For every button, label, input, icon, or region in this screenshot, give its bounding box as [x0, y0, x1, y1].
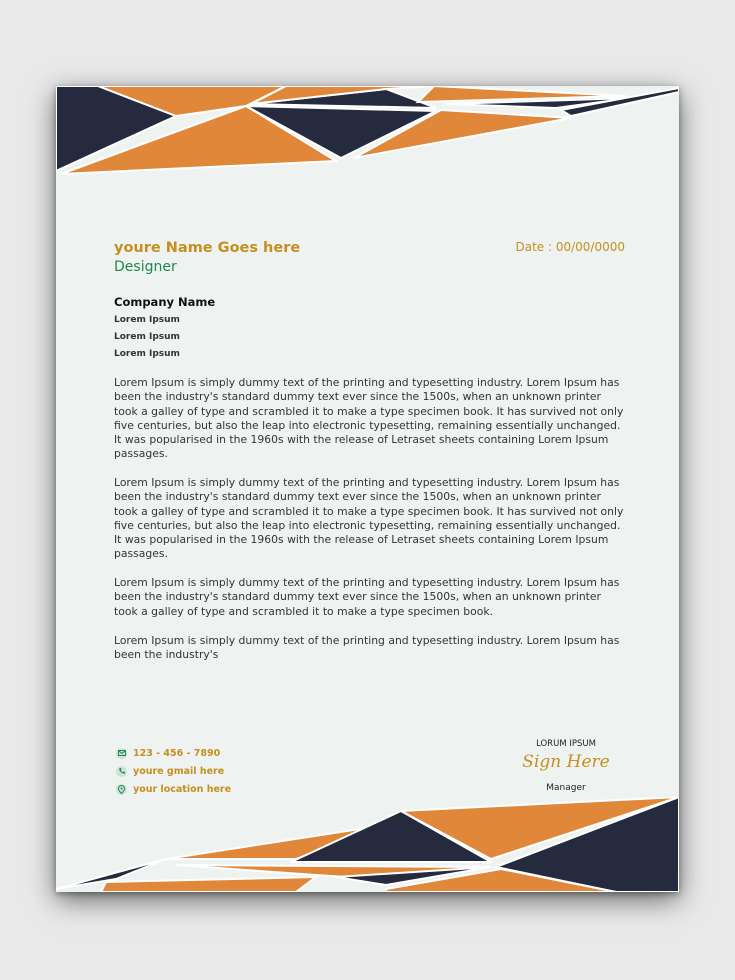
body-paragraph-3: Lorem Ipsum is simply dummy text of the printing and typesetting industry. Lorem Ipsum has been the industry's standard dummy text ever since the 1500s, when an unknown printer took a galley of type and scrambled it to make a type specimen book.: [114, 576, 620, 618]
person-name: youre Name Goes here: [114, 240, 301, 256]
signature-script: Sign Here: [522, 752, 610, 772]
signatory-title: Manager: [546, 783, 586, 793]
person-role: Designer: [114, 259, 177, 275]
company-line-2: Lorem Ipsum: [114, 332, 180, 342]
company-line-3: Lorem Ipsum: [114, 349, 180, 359]
company-line-1: Lorem Ipsum: [114, 315, 180, 325]
body-paragraph-1: Lorem Ipsum is simply dummy text of the printing and typesetting industry. Lorem Ipsum has been the industry's standard dummy text ever since the 1500s, when an unknown printer took a galley of type and scrambled it to make a type specimen book. It has survived not only five centuries, but also the leap into electronic typesetting, remaining essentially unchanged. It was popularised in the 1960s with the release of Letraset sheets containing Lorem Ipsum passages.: [114, 376, 624, 461]
location-pin-icon: [116, 784, 127, 795]
header-decoration: [56, 86, 679, 181]
letterhead-page: [56, 86, 679, 892]
phone-text: 123 - 456 - 7890: [133, 747, 221, 759]
location-text: your location here: [133, 783, 232, 795]
footer-decoration: [56, 797, 679, 892]
envelope-icon: [116, 748, 127, 759]
contact-location: [116, 782, 231, 796]
company-name: Company Name: [114, 295, 216, 309]
contact-email: [116, 764, 224, 778]
phone-icon: [116, 766, 127, 777]
body-paragraph-2: Lorem Ipsum is simply dummy text of the printing and typesetting industry. Lorem Ipsum has been the industry's standard dummy text ever since the 1500s, when an unknown printer took a galley of type and scrambled it to make a type specimen book. It has survived not only five centuries, but also the leap into electronic typesetting, remaining essentially unchanged. It was popularised in the 1960s with the release of Letraset sheets containing Lorem Ipsum passages.: [114, 476, 624, 561]
email-text: youre gmail here: [133, 765, 225, 777]
body-paragraph-4: Lorem Ipsum is simply dummy text of the printing and typesetting industry. Lorem Ipsum has been the industry's: [114, 634, 620, 662]
bottom-shape-2: [101, 877, 316, 892]
signatory-name: LORUM IPSUM: [536, 739, 596, 749]
contact-phone: [116, 746, 220, 760]
letter-date: Date : 00/00/0000: [515, 240, 625, 254]
